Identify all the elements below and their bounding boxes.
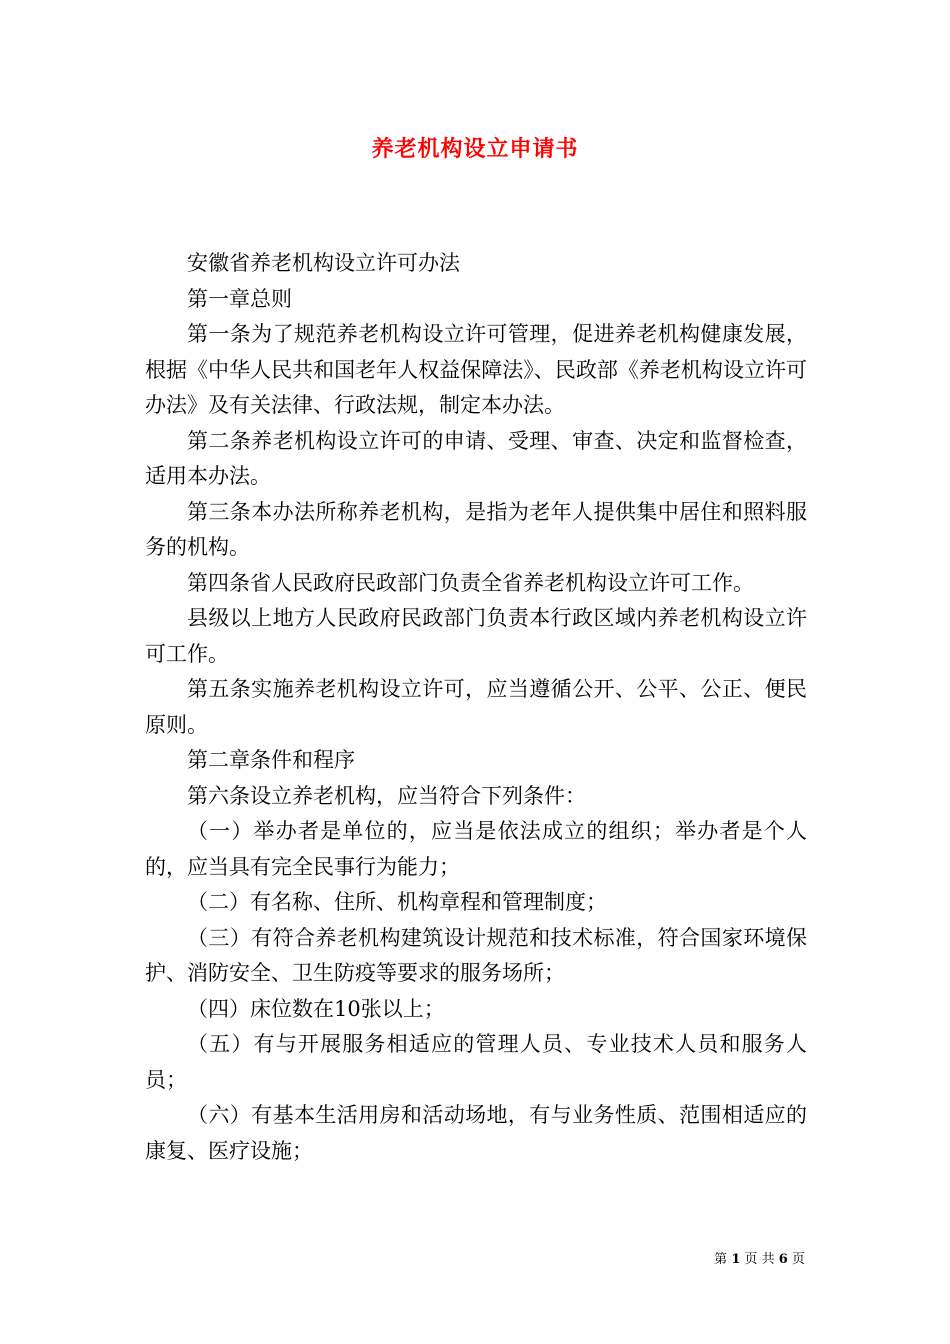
footer-prefix: 第 [714, 1252, 728, 1267]
document-body [145, 246, 807, 1169]
paragraph: 第六条设立养老机构，应当符合下列条件： [187, 783, 586, 808]
footer-current-page: 1 [731, 1252, 741, 1267]
paragraph: （三）有符合养老机构建筑设计规范和技术标准，符合国家环境保护、消防安全、卫生防疫等要求的服务场所； [145, 925, 807, 985]
paragraph: 第二条养老机构设立许可的申请、受理、审查、决定和监督检查，适用本办法。 [145, 428, 807, 488]
paragraph: 第一条为了规范养老机构设立许可管理，促进养老机构健康发展，根据《中华人民共和国老年人权益保障法》、民政部《养老机构设立许可办法》及有关法律、行政法规，制定本办法。 [145, 322, 807, 417]
paragraph: 第四条省人民政府民政部门负责全省养老机构设立许可工作。 [187, 570, 754, 595]
page-number-footer [714, 1248, 805, 1267]
paragraph: 安徽省养老机构设立许可办法 [187, 251, 460, 275]
paragraph: （六）有基本生活用房和活动场地，有与业务性质、范围相适应的康复、医疗设施； [145, 1103, 807, 1163]
footer-suffix: 页 [791, 1252, 805, 1267]
paragraph: 第二章条件和程序 [187, 748, 355, 772]
paragraph: 第五条实施养老机构设立许可，应当遵循公开、公平、公正、便民原则。 [145, 677, 807, 737]
footer-middle: 页 共 [744, 1252, 775, 1267]
paragraph: 县级以上地方人民政府民政部门负责本行政区域内养老机构设立许可工作。 [145, 606, 807, 666]
paragraph: （一）举办者是单位的，应当是依法成立的组织；举办者是个人的，应当具有完全民事行为能力； [145, 819, 807, 879]
paragraph: （二）有名称、住所、机构章程和管理制度； [187, 890, 607, 914]
paragraph: 第三条本办法所称养老机构，是指为老年人提供集中居住和照料服务的机构。 [145, 499, 807, 559]
paragraph: （五）有与开展服务相适应的管理人员、专业技术人员和服务人员； [145, 1032, 807, 1092]
paragraph: 第一章总则 [187, 286, 292, 311]
footer-total-pages: 6 [778, 1252, 788, 1267]
paragraph: （四）床位数在10张以上； [187, 996, 445, 1021]
document-title: 养老机构设立申请书 [371, 136, 579, 162]
